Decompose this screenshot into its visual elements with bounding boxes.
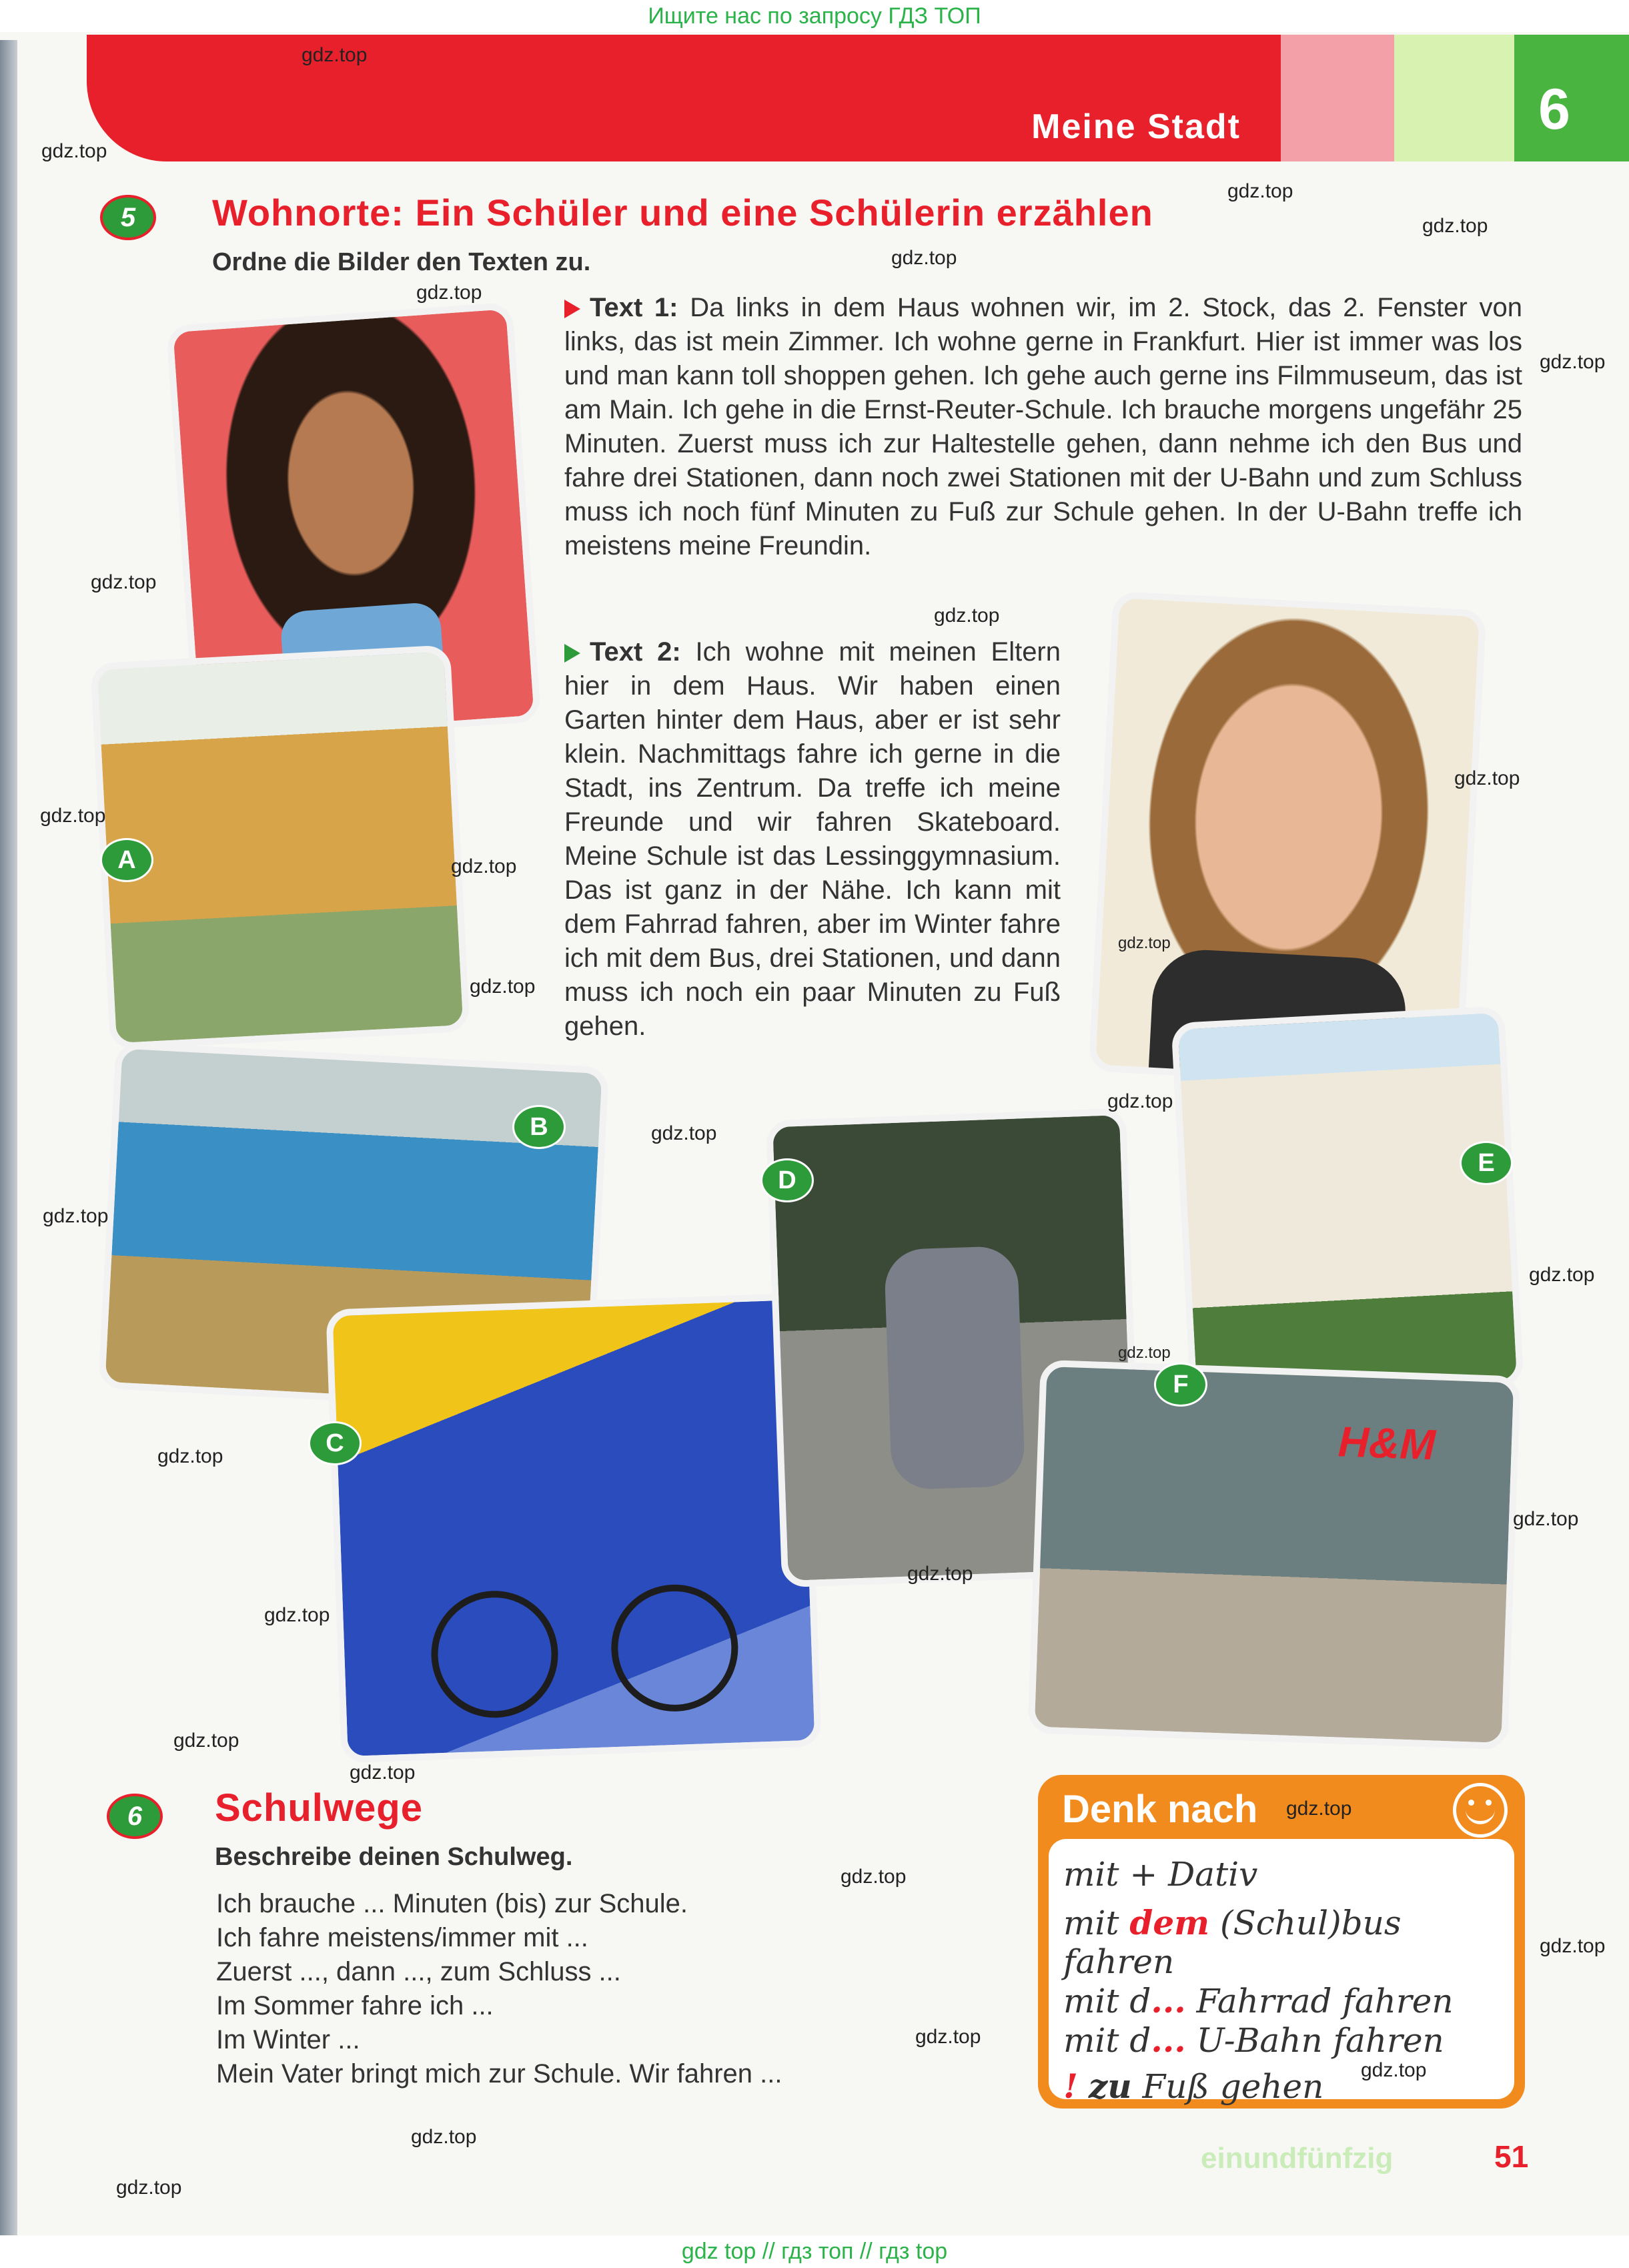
watermark: gdz.top: [1286, 1798, 1352, 1820]
watermark: gdz.top: [1422, 215, 1488, 237]
smiley-mouth: [1466, 1806, 1495, 1824]
photo-townhouse: [1171, 1006, 1524, 1403]
page-number: 51: [1494, 2139, 1529, 2174]
denk-line-2: [1063, 1981, 1510, 2020]
watermark: gdz.top: [264, 1604, 330, 1626]
watermark: gdz.top: [91, 571, 157, 593]
page-word: einundfünfzig: [1201, 2142, 1394, 2175]
watermark: gdz.top: [1529, 1264, 1595, 1286]
denk-line-3: [1063, 2020, 1510, 2060]
phrase-line: Ich fahre meistens/immer mit ...: [216, 1923, 588, 1952]
text-1-label: Text 1:: [590, 293, 678, 322]
watermark: gdz.top: [416, 282, 482, 304]
watermark: gdz.top: [1118, 934, 1171, 952]
watermark: gdz.top: [891, 247, 957, 269]
red-arrow-icon: [564, 300, 580, 318]
watermark: gdz.top: [451, 855, 517, 877]
watermark: gdz.top: [841, 1866, 907, 1888]
store-sign: H&M: [1337, 1417, 1436, 1469]
photo-label-f: F: [1154, 1363, 1207, 1407]
text-2: [564, 635, 1061, 1044]
header-pink-block: [1281, 35, 1394, 161]
photo-cyclist: [326, 1293, 821, 1764]
watermark: gdz.top: [173, 1730, 239, 1752]
chapter-title: Meine Stadt: [1031, 107, 1241, 146]
denk-text: Fahrrad fahren: [1185, 1982, 1454, 2020]
watermark: gdz.top: [1118, 1344, 1171, 1362]
chapter-number: 6: [1538, 77, 1570, 141]
phrase-line: Im Sommer fahre ich ...: [216, 1991, 494, 2020]
watermark: gdz.top: [1227, 180, 1293, 202]
denk-highlight: ...: [1151, 1981, 1186, 2020]
denk-text: mit d: [1063, 1982, 1151, 2020]
watermark: gdz.top: [1540, 1935, 1606, 1957]
watermark: gdz.top: [1361, 2059, 1427, 2081]
phrase-line: Mein Vater bringt mich zur Schule. Wir fahren ...: [216, 2059, 782, 2089]
denk-exclamation: !: [1063, 2066, 1078, 2106]
book-spine: [0, 40, 17, 2235]
exercise-5-badge: 5: [100, 195, 156, 240]
watermark: gdz.top: [157, 1445, 223, 1467]
watermark: gdz.top: [411, 2126, 477, 2148]
watermark: gdz.top: [934, 605, 1000, 627]
smiley-icon: [1453, 1783, 1508, 1838]
photo-label-d: D: [760, 1158, 814, 1202]
watermark: gdz.top: [470, 976, 536, 998]
photo-shopping-street: [1027, 1360, 1520, 1750]
denk-highlight: ...: [1151, 2020, 1186, 2060]
denk-highlight: zu: [1088, 2066, 1132, 2106]
watermark: gdz.top: [302, 44, 368, 66]
denk-line-1: [1063, 1903, 1510, 1981]
schulweg-phrases: [216, 1887, 1003, 2091]
watermark: gdz.top: [1454, 767, 1520, 789]
bike-wheel-right: [609, 1583, 740, 1714]
text-2-label: Text 2:: [590, 637, 681, 667]
denk-highlight: dem: [1129, 1903, 1210, 1942]
photo-label-c: C: [308, 1421, 362, 1465]
watermark: gdz.top: [40, 805, 106, 827]
exercise-6-instruction: Beschreibe deinen Schulweg.: [215, 1843, 573, 1871]
text-2-body: Ich wohne mit meinen Eltern hier in dem Haus. Wir haben einen Garten hinter dem Haus, aber er ist sehr klein. Nachmittags fahre ich gerne in die Stadt, ins Zentrum. Da treffe ich meine Freunde und wir fahren Skateboard. Meine Schule ist das Lessinggymnasium. Das ist ganz in der Nähe. Ich kann mit dem Fahrrad fahren, aber im Winter fahre ich mit dem Bus, drei Stationen, und dann muss ich noch ein paar Minuten zu Fuß gehen.: [564, 637, 1061, 1041]
header-light-green-block: [1394, 35, 1514, 161]
photo-label-a: A: [100, 838, 153, 882]
skater-figure: [884, 1246, 1025, 1491]
watermark: gdz.top: [1513, 1508, 1579, 1530]
phrase-line: Im Winter ...: [216, 2025, 360, 2054]
text-1-body: Da links in dem Haus wohnen wir, im 2. Stock, das 2. Fenster von links, das ist mein Zimmer. Ich wohne gerne in Frankfurt. Hier ist immer was los und man kann toll shoppen gehen. Ich gehe auch gerne ins Filmmuseum, das ist am Main. Ich gehe in die Ernst-Reuter-Schule. Ich brauche morgens ungefähr 25 Minuten. Zuerst muss ich zur Haltestelle gehen, dann nehme ich den Bus und fahre drei Stationen, dann noch zwei Stationen mit der U-Bahn und zum Schluss muss ich noch fünf Minuten zu Fuß zur Schule gehen. In der U-Bahn treffe ich meistens meine Freundin.: [564, 293, 1523, 560]
denk-nach-lines: [1063, 1855, 1510, 2106]
watermark: gdz.top: [915, 2026, 981, 2048]
watermark: gdz.top: [907, 1563, 973, 1585]
denk-text: mit d: [1063, 2021, 1151, 2060]
top-banner: Ищите нас по запросу ГДЗ ТОП: [0, 0, 1629, 32]
denk-nach-title: Denk nach: [1062, 1788, 1258, 1831]
watermark: gdz.top: [651, 1122, 717, 1144]
denk-text: mit: [1063, 1904, 1130, 1942]
watermark: gdz.top: [1540, 351, 1606, 373]
photo-label-b: B: [512, 1105, 566, 1149]
watermark: gdz.top: [350, 1762, 416, 1784]
denk-text: (Schul)bus fahren: [1063, 1904, 1402, 1981]
green-arrow-icon: [564, 644, 580, 663]
exercise-6-badge: 6: [107, 1794, 163, 1839]
phrase-line: Ich brauche ... Minuten (bis) zur Schule.: [216, 1889, 688, 1918]
photo-label-e: E: [1460, 1141, 1513, 1185]
exercise-6-title: Schulwege: [215, 1786, 423, 1830]
bottom-banner: gdz top // гдз топ // гдз top: [0, 2235, 1629, 2268]
smiley-eye-right: [1486, 1800, 1492, 1806]
watermark: gdz.top: [116, 2177, 182, 2199]
bike-wheel-left: [429, 1589, 560, 1720]
text-1: [564, 291, 1522, 563]
smiley-eye-left: [1468, 1800, 1474, 1806]
denk-rule: mit + Dativ: [1063, 1855, 1258, 1894]
watermark: gdz.top: [41, 140, 107, 162]
watermark: gdz.top: [1107, 1090, 1173, 1112]
exercise-5-instruction: Ordne die Bilder den Texten zu.: [212, 248, 591, 276]
watermark: gdz.top: [43, 1205, 109, 1227]
denk-text: Fuß gehen: [1131, 2067, 1324, 2106]
exercise-5-title: Wohnorte: Ein Schüler und eine Schülerin erzählen: [212, 192, 1153, 234]
phrase-line: Zuerst ..., dann ..., zum Schluss ...: [216, 1957, 621, 1986]
denk-text: U-Bahn fahren: [1185, 2021, 1444, 2060]
denk-line-4: [1063, 2066, 1510, 2106]
